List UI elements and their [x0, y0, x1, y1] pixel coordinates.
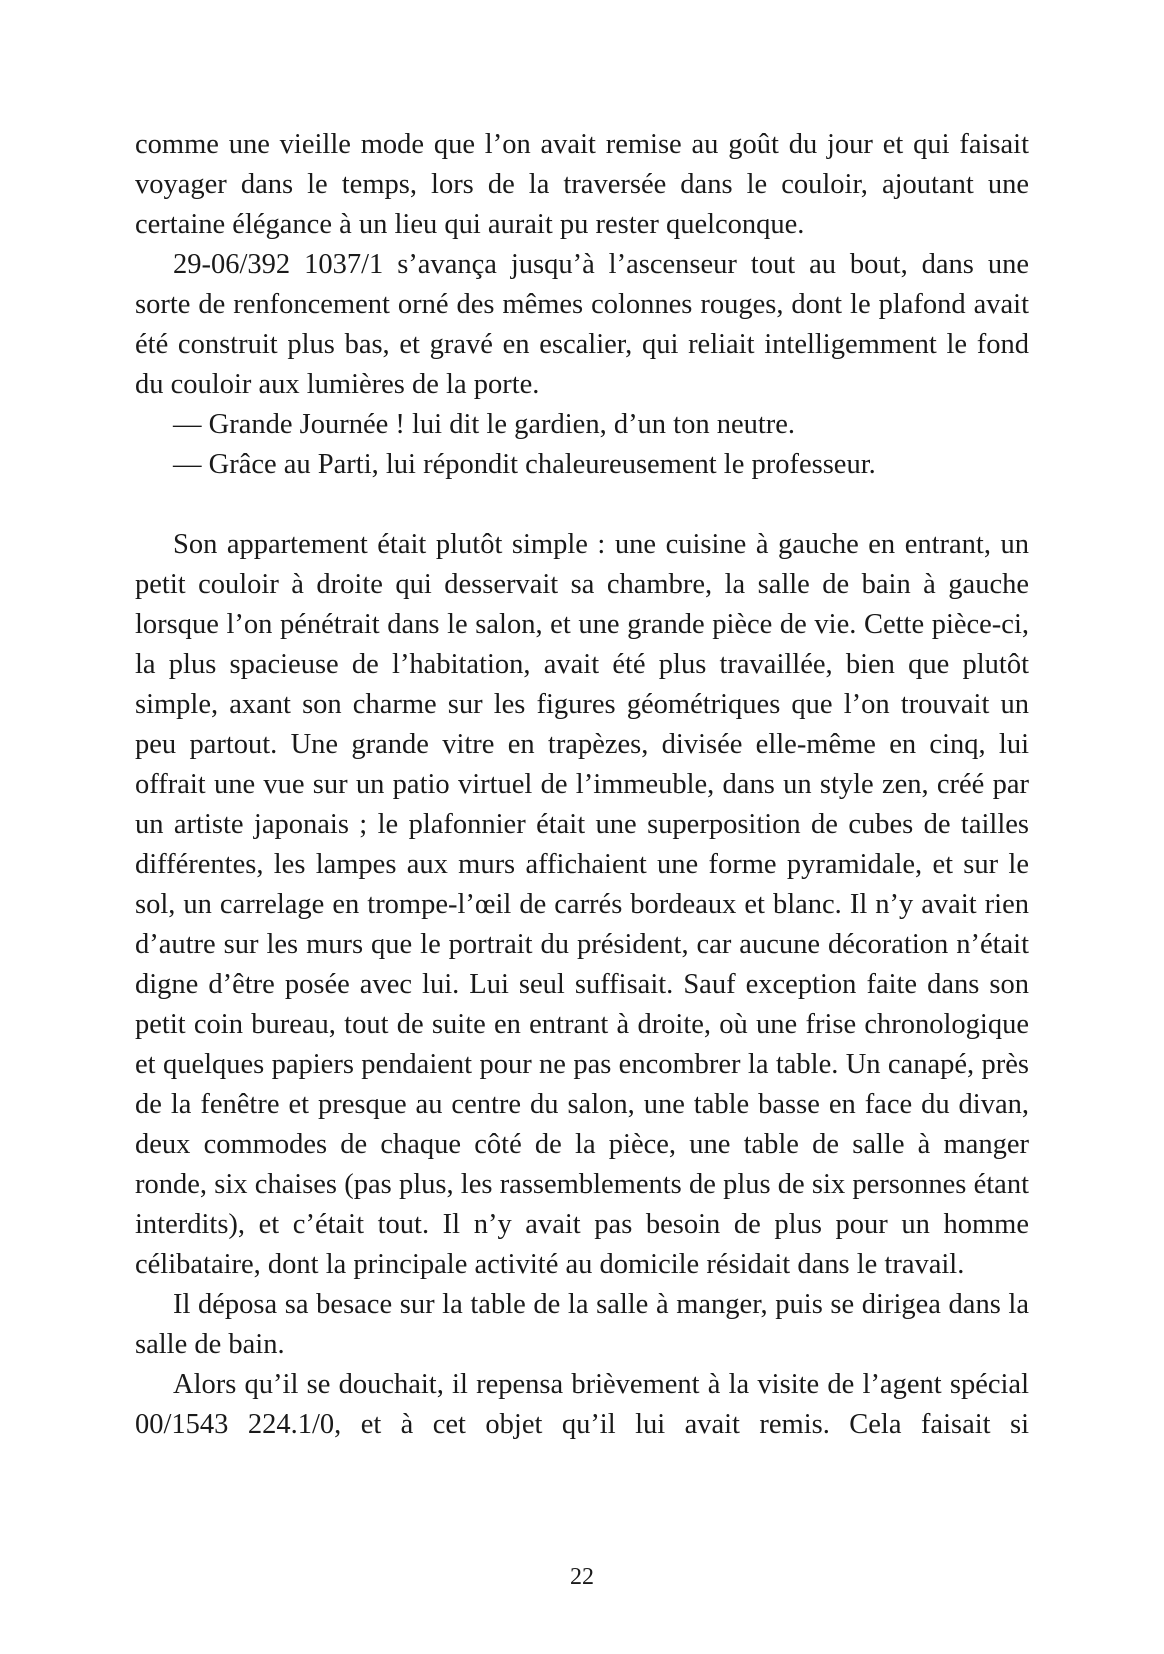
- paragraph-apartment: Son appartement était plutôt simple : une cuisine à gauche en entrant, un petit couloir à droite qui desservait sa chambre, la salle de bain à gauche lorsque l’on pénétrait dans le salon, et une grande pièce de vie. Cette pièce-ci, la plus spacieuse de l’habitation, avait été plus travaillée, bien que plutôt simple, axant son charme sur les figures géométriques que l’on trouvait un peu partout. Une grande vitre en trapèzes, divisée elle-même en cinq, lui offrait une vue sur un patio virtuel de l’immeuble, dans un style zen, créé par un artiste japonais ; le plafonnier était une superposition de cubes de tailles différentes, les lampes aux murs affichaient une forme pyramidale, et sur le sol, un carrelage en trompe-l’œil de carrés bordeaux et blanc. Il n’y avait rien d’autre sur les murs que le portrait du président, car aucune décoration n’était digne d’être posée avec lui. Lui seul suffisait. Sauf exception faite dans son petit coin bureau, tout de suite en entrant à droite, où une frise chronologique et quelques papiers pendaient pour ne pas encombrer la table. Un canapé, près de la fenêtre et presque au centre du salon, une table basse en face du divan, deux commodes de chaque côté de la pièce, une table de salle à manger ronde, six chaises (pas plus, les rassemblements de plus de six personnes étant interdits), et c’était tout. Il n’y avait pas besoin de plus pour un homme célibataire, dont la principale activité au domicile résidait dans le travail.: [135, 529, 1029, 1280]
- page-number: 22: [570, 1564, 594, 1590]
- body-text: [135, 125, 1029, 1445]
- paragraph-besace: Il déposa sa besace sur la table de la salle à manger, puis se dirigea dans la salle de bain.: [135, 1289, 1029, 1360]
- paragraph-continuation: comme une vieille mode que l’on avait remise au goût du jour et qui faisait voyager dans le temps, lors de la traversée dans le couloir, ajoutant une certaine élégance à un lieu qui aurait pu rester quelconque.: [135, 129, 1029, 240]
- dialogue-line-professor: — Grâce au Parti, lui répondit chaleureusement le professeur.: [173, 449, 876, 480]
- paragraph-elevator: 29-06/392 1037/1 s’avança jusqu’à l’ascenseur tout au bout, dans une sorte de renfoncement orné des mêmes colonnes rouges, dont le plafond avait été construit plus bas, et gravé en escalier, qui reliait intelligemment le fond du couloir aux lumières de la porte.: [135, 249, 1029, 400]
- dialogue-line-guard: — Grande Journée ! lui dit le gardien, d’un ton neutre.: [173, 409, 796, 440]
- paragraph-shower: Alors qu’il se douchait, il repensa brièvement à la visite de l’agent spécial 00/1543 224.1/0, et à cet objet qu’il lui avait remis. Cela faisait si: [135, 1369, 1029, 1440]
